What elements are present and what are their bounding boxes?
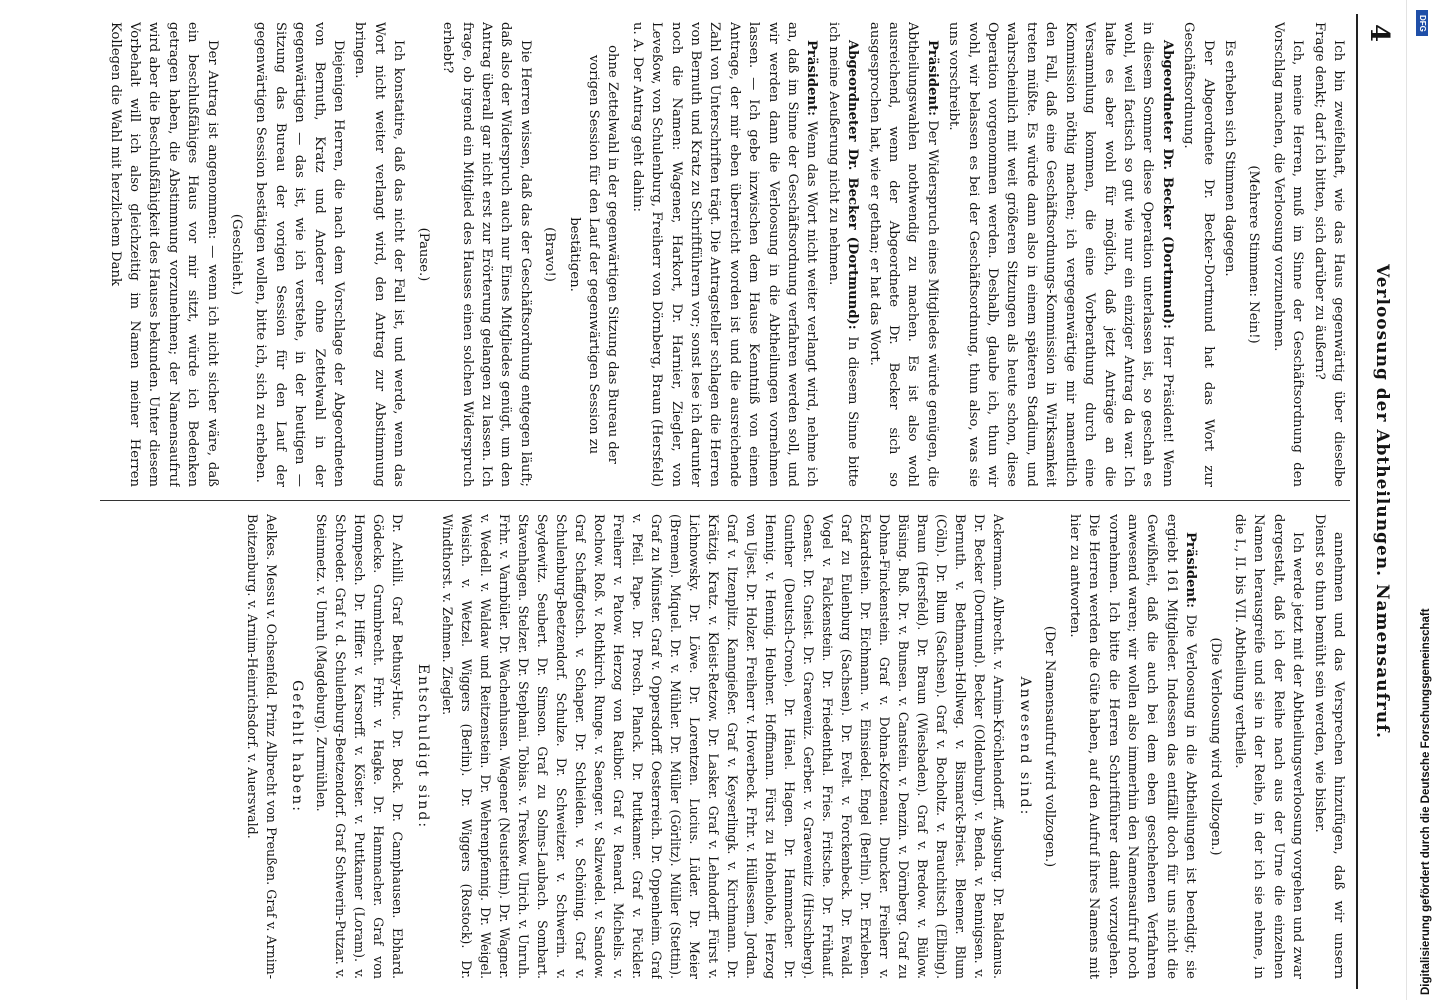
speech-text: Die Verloosung in die Abtheilungen ist beendigt; sie ergiebt 161 Mitglieder. Indessen das entfällt doch für uns nicht die Gewißheit, daß die auch bei dem eben geschehenen Verfahren anwesend waren; wir wollen also immerhin den Namensaufruf noch vornehmen. Ich bitte die Herren Schriftführer damit vorzugehen. Die Herren werden die Güte haben, auf den Aufruf ihres Namens mit hier zu antworten. <box>1066 514 1199 979</box>
centered-note: (Die Verloosung wird vollzogen.) <box>1207 637 1223 856</box>
speech-text: Herr Präsident! Wenn in diesem Sommer diese Operation unterlassen ist, so geschah es wohl, weil factisch so gut wie nur ein einziger Antrag da war. Ich halte es aber wohl für möglich, daß jetzt Anträge an die Versammlung kommen, die eine Vorberathung durch eine Kommission nöthig machen; ich vergegenwärtige mir namentlich den Fall, daß eine Geschäftsordnungs-Kommission in Wirksamkeit treten müßte. Es würde dann also in einem späteren Stadium, und wahrscheinlich mit weit größeren Sitzungen als heute schon, diese Operation vorgenommen werden. Deshalb, glaube ich, thun wir wohl, wir belassen es bei der Geschäftsordnung, thun also, was sie uns vorschreibt. <box>946 22 1175 487</box>
page-number: 4 <box>1364 24 1394 43</box>
speech-text: Der Widerspruch eines Mitgliedes würde genügen, die Abtheilungswahlen nothwendig zu machen. Es ist also wohl ausreichend, wenn der Abgeordnete Dr. Becker sich so ausgesprochen hat, wie er gethan; er hat das Wort. <box>866 22 940 487</box>
name-list: Dr. Achilli. Graf Bethusy-Huc. Dr. Bock. Dr. Camphausen. Ebhard. Gödecke. Grumbrecht. Frhr. v. Hagke. Dr. Hammacher. Graf von Hompesch. Dr. Hiffer. v. Karsorff. v. Köster. v. Puttkamer (Loram). v. Schroeder. Graf v. d. Schulenburg-Beetzendorf. Graf Schwerin-Putzar. v. Steinmetz. v. Unruh (Magdeburg). Zurmühlen. <box>314 514 406 979</box>
speech-paragraph <box>823 22 862 487</box>
paragraph: Der Antrag ist angenommen: — wenn ich nicht sicher wäre, daß ein beschlußfähiges Haus vor mir sitzt, würde ich Bedenken getragen haben, die Abstimmung vorzunehmen; der Namensaufruf wird aber die Beschlußfähigkeit des Hauses bekunden. Unter diesem Vorbehalt will ich also gleichzeitig im Namen meiner Herren Kollegen die Wahl mit herzlichem Dank <box>107 22 220 487</box>
section-heading: Anwesend sind: <box>1016 676 1033 817</box>
paragraph: Ich werde jetzt mit der Abtheilungsverloosung vorgehen und zwar dergestalt, daß ich der Reihe nach aus der Urne die einzelnen Namen herausgreife und sie in der Reihe, in der ich sie nehme, in die I., II. bis VII. Abtheilung vertheile. <box>1231 514 1306 979</box>
speaker-name: Abgeordneter Dr. Becker (Dortmund): <box>845 40 861 330</box>
paragraph: Es erheben sich Stimmen dagegen. <box>1221 40 1237 277</box>
paragraph: annehmen und das Versprechen hinzufügen, daß wir unsern Dienst so thun bemüht sein werden, wie bisher. <box>1311 514 1346 979</box>
speech-text: In diesem Sinne bitte ich meine Aeußerung nicht zu nehmen. <box>825 22 861 487</box>
rotated-document-page <box>80 14 1400 989</box>
digitization-credit: Digitalisierung gefördert durch die Deutsche Forschungsgemeinschaft <box>1420 608 1432 995</box>
right-column <box>98 514 1348 979</box>
speech-paragraph <box>864 22 942 487</box>
running-head: Verloosung der Abtheilungen. Namensaufruf. <box>1372 264 1392 739</box>
header-rule <box>1356 14 1358 989</box>
centered-note: (Pause.) <box>415 227 431 282</box>
page-header <box>1352 14 1400 989</box>
centered-note: (Geschieht.) <box>229 213 245 296</box>
speech-paragraph <box>944 22 1177 487</box>
paragraph: Diejenigen Herren, die nach dem Vorschlage der Abgeordneten von Bernuth, Kratz und Anderer ohne Zettelwahl in der gegenwärtigen — das ist, wie ich verstehe, in der heutigen — Sitzung das Bureau der vorigen Session für den Lauf der gegenwärtigen Session bestätigen wollen, bitte ich, sich zu erheben. <box>253 22 347 487</box>
speaker-name: Präsident: <box>924 40 940 117</box>
centered-note: (Bravo!) <box>542 227 558 282</box>
paragraph: Der Abgeordnete Dr. Becker-Dortmund hat das Wort zur Geschäftsordnung. <box>1181 22 1216 487</box>
name-list: Ackermann. Albrecht. v. Arnim-Kröchlendorff. Augsburg. Dr. Baldamus. Dr. Becker (Dortmund). Becker (Oldenburg). v. Benda. v. Bennigsen. v. Bernuth. v. Bethmann-Hollweg. v. Bismarck-Briest. Bleemer. Blum (Cöln). Dr. Blum (Sachsen). Graf v. Bocholtz. v. Brauchitsch (Elbing). Braun (Hersfeld). Dr. Braun (Wiesbaden). Graf v. Bredow. v. Bülow. Büsing. Buß. Dr. v. Bunsen. v. Canstein. v. Denzin. v. Dörnberg. Graf zu Dohna-Finckenstein. Graf v. Dohna-Kotzenau. Duncker. Freiherr v. Eckardstein. Dr. Eichmann. v. Einsiedel. Engel (Berlin). Dr. Erxleben. Graf zu Eulenburg (Sachsen). Dr. Evelt. v. Forckenbeck. Dr. Ewald. Vogel v. Falckenstein. Dr. Friedenthal. Fries. Fritsche. Dr. Frühauf. Genast. Dr. Gneist. Dr. Graeveniz. Gerber. v. Graevenitz (Hirschberg). Gunther (Deutsch-Crone). Dr. Hänel. Hagen. Dr. Hammacher. Dr. Hennig. v. Hennig. Heubner. Hoffmann. Fürst zu Hohenlohe, Herzog von Ujest. Dr. Holzer. Freiherr v. Hoverbeck. Frhr. v. Hüllessem. Jordan. Graf v. Itzenplitz. Kanngießer. Graf v. Keyserlingk. v. Kirchmann. Dr. Krätzig. Kratz. v. Kleist-Retzow. Dr. Lasker. Graf v. Lehndorff. Fürst v. Lichnowsky. Dr. Löwe. Dr. Lorentzen. Lucius. Lüder. Dr. Meier (Bremen). Miquel. Dr. v. Mühler. Dr. Müller (Görlitz). Müller (Stettin). Graf zu Münster. Graf v. Oppersdorff. Oesterreich. Dr. Oppenheim. Graf v. Pfeil. Pape. Dr. Prosch. Planck. Dr. Puttkamer. Graf v. Pückler. Freiherr v. Patow. Herzog von Ratibor. Graf v. Renard. Michelis. v. Rochow. Roß. v. Rothkirch. Runge. v. Saenger. v. Salzwedel. v. Sandow. Graf Schaffgotsch. v. Schaper. Dr. Schleiden. v. Schöning. Graf v. Schulenburg-Beetzendorf. Schulze. Dr. Schweitzer. v. Schwerin. v. Seydewitz. Seubert. Dr. Simson. Graf zu Solms-Laubach. Sombart. Stavenhagen. Stelzer. Dr. Stephani. Tobias. v. Treskow. Ulrich. v. Unruh. Frhr. v. Varnbüler. Dr. Wachenhusen. Wagener (Neustettin). Dr. Wagner. v. Wedell. v. Waldaw und Reitzenstein. Dr. Wehrenpfennig. Dr. Weigel. Weisich. v. Wetzel. Wiggers (Berlin). Dr. Wiggers (Rostock). Dr. Windthorst. v. Zehmen. Ziegler. <box>440 514 1007 979</box>
speaker-name: Präsident: <box>1183 532 1199 609</box>
name-list: Aelkes. Messu v. Ochsenfeld. Prinz Albrecht von Preußen. Graf v. Arnim-Boitzenburg. v. Arnim-Heinrichsdorf. v. Auerswald. <box>244 514 279 979</box>
paragraph: Ich konstatire, daß das nicht der Fall ist, und werde, wenn das Wort nicht weiter verlangt wird, den Antrag zur Abstimmung bringen. <box>352 22 407 487</box>
dfg-logo: DFG <box>1416 10 1428 36</box>
speaker-name: Abgeordneter Dr. Becker (Dortmund): <box>1159 40 1175 329</box>
paragraph: Ich bin zweifelhaft, wie das Haus gegenwärtig über dieselbe Frage denkt; darf ich bitten, sich darüber zu äußern? <box>1311 22 1346 487</box>
speech-paragraph <box>627 22 821 487</box>
section-heading: Entschuldigt sind: <box>415 663 432 830</box>
paragraph: Die Herren wissen, daß das der Geschäftsordnung entgegen läuft; daß also der Widerspruch auch nur Eines Mitgliedes genügt, um den Antrag überall gar nicht erst zur Erörterung gelangen zu lassen. Ich frage, ob irgend ein Mitglied des Hauses einen solchen Widerspruch erhebt? <box>440 22 533 487</box>
column-divider <box>100 500 1350 501</box>
speech-paragraph <box>1064 514 1200 979</box>
speaker-name: Präsident: <box>804 40 820 117</box>
left-column <box>98 22 1348 487</box>
margin-edge <box>1406 0 1407 1000</box>
paragraph: Ich, meine Herren, muß im Sinne der Geschäftsordnung den Vorschlag machen, die Verloosung vorzunehmen. <box>1270 22 1306 487</box>
centered-note: ohne Zettelwahl in der gegenwärtigen Sitzung das Bureau der vorigen Session für den Lauf der gegenwärtigen Session zu bestätigen. <box>566 45 621 464</box>
section-heading: Gefehlt haben: <box>289 680 306 813</box>
centered-note: (Der Namensaufruf wird vollzogen.) <box>1042 625 1058 868</box>
centered-note: (Mehrere Stimmen: Nein!) <box>1246 165 1262 344</box>
speech-text: Wenn das Wort nicht weiter verlangt wird, nehme ich an, daß im Sinne der Geschäftsordnung verfahren werden soll, und wir werden dann die Verloosung in die Abtheilungen vornehmen lassen. — Ich gebe inzwischen dem Hause Kenntniß von einem Antrage, der mir eben überreicht worden ist und die ausreichende Zahl von Unterschriften trägt. Die Antragsteller schlagen die Herren von Bernuth und Kratz zu Schriftführern vor; sonst lese ich darunter noch die Namen: Wagener, Harkort, Dr. Harnier, Ziegler, von Leveßow, von Schulenburg, Freiherr von Dörnberg, Braun (Hersfeld) u. A. Der Antrag geht dahin: <box>629 22 820 487</box>
